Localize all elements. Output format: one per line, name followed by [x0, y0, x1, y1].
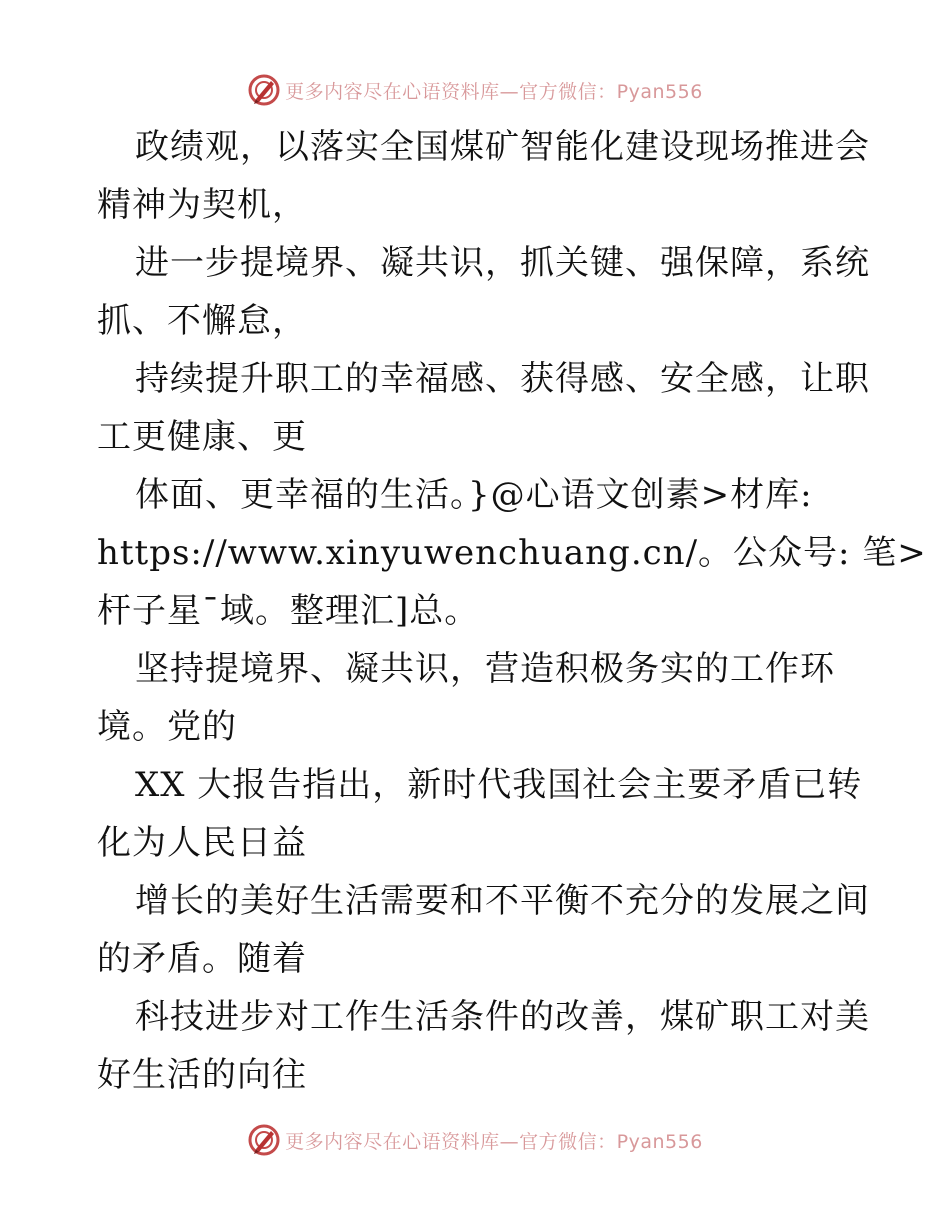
paragraph-line: 进一步提境界、凝共识，抓关键、强保障，系统	[135, 243, 870, 283]
paragraph-line: 杆子星¯域。整理汇]总。	[97, 591, 480, 631]
watermark-text: 更多内容尽在心语资料库—官方微信：Pyan556	[285, 80, 703, 103]
paragraph-line: 抓、不懈怠，	[97, 301, 307, 341]
paragraph-line: 政绩观，以落实全国煤矿智能化建设现场推进会	[135, 127, 870, 167]
paragraph-line: 增长的美好生活需要和不平衡不充分的发展之间	[135, 881, 870, 921]
paragraph-line: 精神为契机，	[97, 185, 307, 225]
paragraph-line: 好生活的向往	[97, 1055, 307, 1095]
watermark-text: 更多内容尽在心语资料库—官方微信：Pyan556	[285, 1130, 703, 1153]
paragraph-line: 持续提升职工的幸福感、获得感、安全感，让职	[135, 359, 870, 399]
footer-watermark	[0, 1120, 950, 1160]
paragraph-line: XX 大报告指出，新时代我国社会主要矛盾已转	[135, 765, 863, 805]
paragraph-line: 科技进步对工作生活条件的改善，煤矿职工对美	[135, 997, 870, 1037]
header-watermark	[0, 70, 950, 110]
paragraph-line: 的矛盾。随着	[97, 939, 307, 979]
paragraph-line: 体面、更幸福的生活。}@心语文创素>材库:	[135, 475, 813, 515]
paragraph-line: 境。党的	[97, 707, 237, 747]
paragraph-line: https://www.xinyuwenchuang.cn/。公众号: 笔>	[97, 533, 927, 573]
pen-logo-icon	[247, 1123, 281, 1157]
document-body	[97, 118, 927, 1104]
paragraph-line: 化为人民日益	[97, 823, 307, 863]
pen-logo-icon	[247, 73, 281, 107]
paragraph-line: 坚持提境界、凝共识，营造积极务实的工作环	[135, 649, 835, 689]
paragraph-line: 工更健康、更	[97, 417, 307, 457]
